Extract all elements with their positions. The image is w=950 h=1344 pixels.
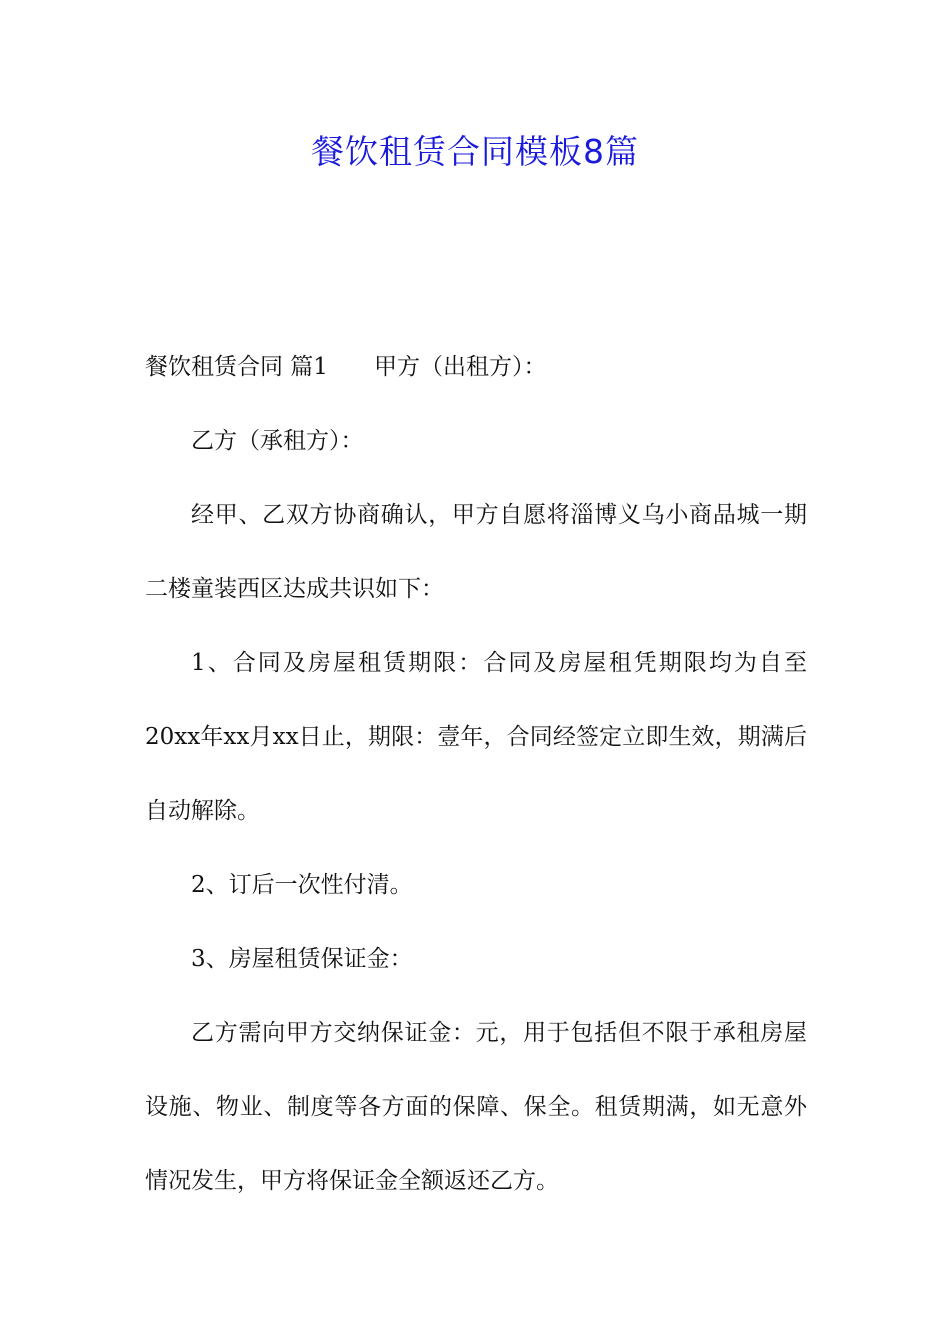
first-line — [145, 330, 807, 404]
paragraph-clause-1: 1、合同及房屋租赁期限：合同及房屋租凭期限均为自至20xx年xx月xx日止，期限：壹年，合同经签定立即生效，期满后自动解除。 — [145, 650, 807, 824]
paragraph-party-b: 乙方（承租方）： — [191, 428, 364, 454]
document-title: 餐饮租赁合同模板8篇 — [311, 132, 639, 171]
paragraph-clause-2: 2、订后一次性付清。 — [191, 872, 413, 898]
document-body — [145, 330, 807, 1218]
paragraph-clause-3: 3、房屋租赁保证金： — [191, 946, 413, 972]
section-heading: 餐饮租赁合同 篇1 — [145, 354, 328, 380]
party-a-label: 甲方（出租方）： — [373, 354, 547, 380]
paragraph-intro: 经甲、乙双方协商确认，甲方自愿将淄博义乌小商品城一期二楼童装西区达成共识如下： — [145, 502, 807, 602]
paragraph-deposit: 乙方需向甲方交纳保证金：元，用于包括但不限于承租房屋设施、物业、制度等各方面的保障、保全。租赁期满，如无意外情况发生，甲方将保证金全额返还乙方。 — [145, 1020, 807, 1194]
